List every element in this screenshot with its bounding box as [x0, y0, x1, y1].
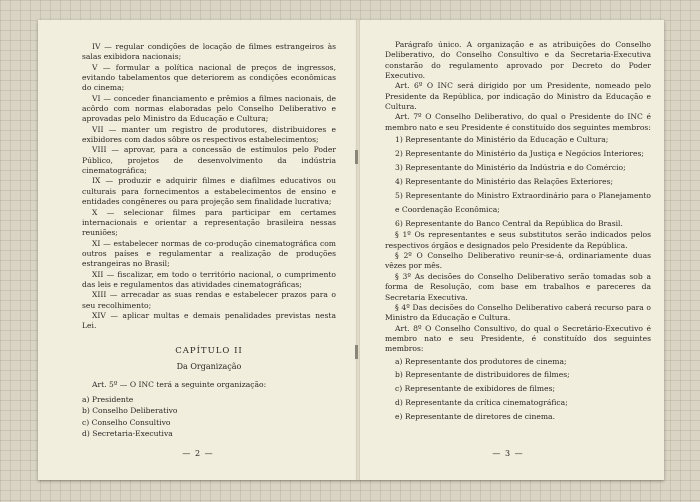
item-xiv: XIV — aplicar multas e demais penalidades previstas nesta Lei. — [82, 310, 336, 331]
page-number-left: — 2 — — [182, 449, 214, 458]
right-page-text — [385, 40, 651, 424]
staple-bottom — [355, 345, 358, 359]
left-page — [38, 20, 358, 480]
right-page — [358, 20, 664, 480]
item-vi: VI — conceder financiamento e prêmios a filmes nacionais, de acôrdo com normas elaboradas pelo Conselho Deliberativo e aprovadas pelo Ministro da Educação e Cultura; — [82, 93, 336, 124]
organization-item: d) Secretaria-Executiva — [82, 429, 173, 439]
item-viii: VIII — aprovar, para a concessão de estímulos pelo Poder Público, projetos de desenvolvimento da indústria cinematográfica; — [82, 145, 336, 176]
consultative-member: e) Representante de diretores de cinema. — [395, 412, 555, 422]
item-x: X — selecionar filmes para participar em certames internacionais e orientar a representação brasileira nessas reuniões; — [82, 207, 336, 238]
item-xiii: XIII — arrecadar as suas rendas e estabelecer prazos para o seu recolhimento; — [82, 290, 336, 310]
item-iv: IV — regular condições de locação de filmes estrangeiros às salas exibidora nacionais; — [82, 42, 336, 62]
deliberative-member: 5) Representante do Ministro Extraordinário para o Planejamento e Coordenação Econômica; — [395, 190, 651, 214]
deliberative-member: 2) Representante do Ministério da Justiça e Negócios Interiores; — [395, 149, 644, 158]
chapter-title: CAPÍTULO II — [175, 345, 243, 356]
article-7: Art. 7º O Conselho Deliberativo, do qual o Presidente do INC é membro nato e seu Presidente é constituído dos seguintes membros: — [385, 112, 651, 132]
paragrafo-unico: Parágrafo único. A organização e as atribuições do Conselho Deliberativo, do Conselho Consultivo e da Secretaria-Executiva constarão do regulamento aprovado por Decreto do Poder Executivo. — [385, 40, 651, 81]
item-xii: XII — fiscalizar, em todo o território nacional, o cumprimento das leis e regulamentos das atividades cinematográficas; — [82, 269, 336, 289]
deliberative-member: 1) Representante do Ministério da Educação e Cultura; — [395, 135, 609, 145]
paragraph-4: § 4º Das decisões do Conselho Deliberativo caberá recurso para o Ministro da Educação e Cultura. — [385, 302, 651, 323]
item-ix: IX — produzir e adquirir filmes e diafilmes educativos ou culturais para fornecimentos a estabelecimentos de ensino e entidades congêneres ou para projeção sem finalidade lucrativa; — [82, 176, 336, 207]
paragraph-3: § 3º As decisões do Conselho Deliberativo serão tomadas sob a forma de Resolução, com base em trabalhos e pareceres da Secretaria Executiva. — [385, 271, 651, 302]
consultative-member: a) Representante dos produtores de cinema; — [395, 356, 567, 366]
consultative-member: c) Representante de exibidores de filmes; — [395, 384, 556, 394]
item-xi: XI — estabelecer normas de co-produção cinematográfica com outros países e regulamentar a realização de produções estrangeiras no Brasil; — [82, 238, 336, 269]
organization-list — [82, 394, 336, 440]
booklet-spine — [356, 20, 360, 480]
paragraph-2: § 2º O Conselho Deliberativo reunir-se-á, ordinariamente duas vêzes por mês. — [385, 251, 651, 271]
paragraph-1: § 1º Os representantes e seus substitutos serão indicados pelos respectivos órgãos e designados pelo Presidente da República. — [385, 230, 651, 250]
consultative-member: b) Representante de distribuidores de filmes; — [395, 370, 570, 380]
deliberative-member: 4) Representante do Ministério das Relações Exteriores; — [395, 176, 614, 186]
left-page-text — [82, 42, 336, 440]
article-8: Art. 8º O Conselho Consultivo, do qual o Secretário-Executivo é membro nato e seu Presidente, é constituído dos seguintes membros: — [385, 323, 651, 354]
staple-top — [355, 150, 358, 164]
page-number-right: — 3 — — [492, 449, 524, 458]
section-title: Da Organização — [176, 361, 242, 371]
organization-item: a) Presidente — [82, 394, 134, 404]
article-5: Art. 5º — O INC terá a seguinte organização: — [92, 380, 267, 390]
organization-item: c) Conselho Consultivo — [82, 417, 171, 427]
item-v: V — formular a política nacional de preços de ingressos, evitando tabelamentos que deteriorem as condições econômicas do cinema; — [82, 62, 336, 93]
deliberative-member: 3) Representante do Ministério da Indústria e do Comércio; — [395, 162, 626, 172]
organization-item: b) Conselho Deliberativo — [82, 406, 178, 416]
item-vii: VII — manter um registro de produtores, distribuidores e exibidores com dados sôbre os respectivos estabelecimentos; — [82, 124, 336, 145]
consultative-member: d) Representante da crítica cinematográfica; — [395, 398, 568, 408]
article-6: Art. 6º O INC será dirigido por um Presidente, nomeado pelo Presidente da República, por indicação do Ministro da Educação e Cultura. — [385, 81, 651, 112]
deliberative-member: 6) Representante do Banco Central da República do Brasil. — [395, 218, 623, 228]
